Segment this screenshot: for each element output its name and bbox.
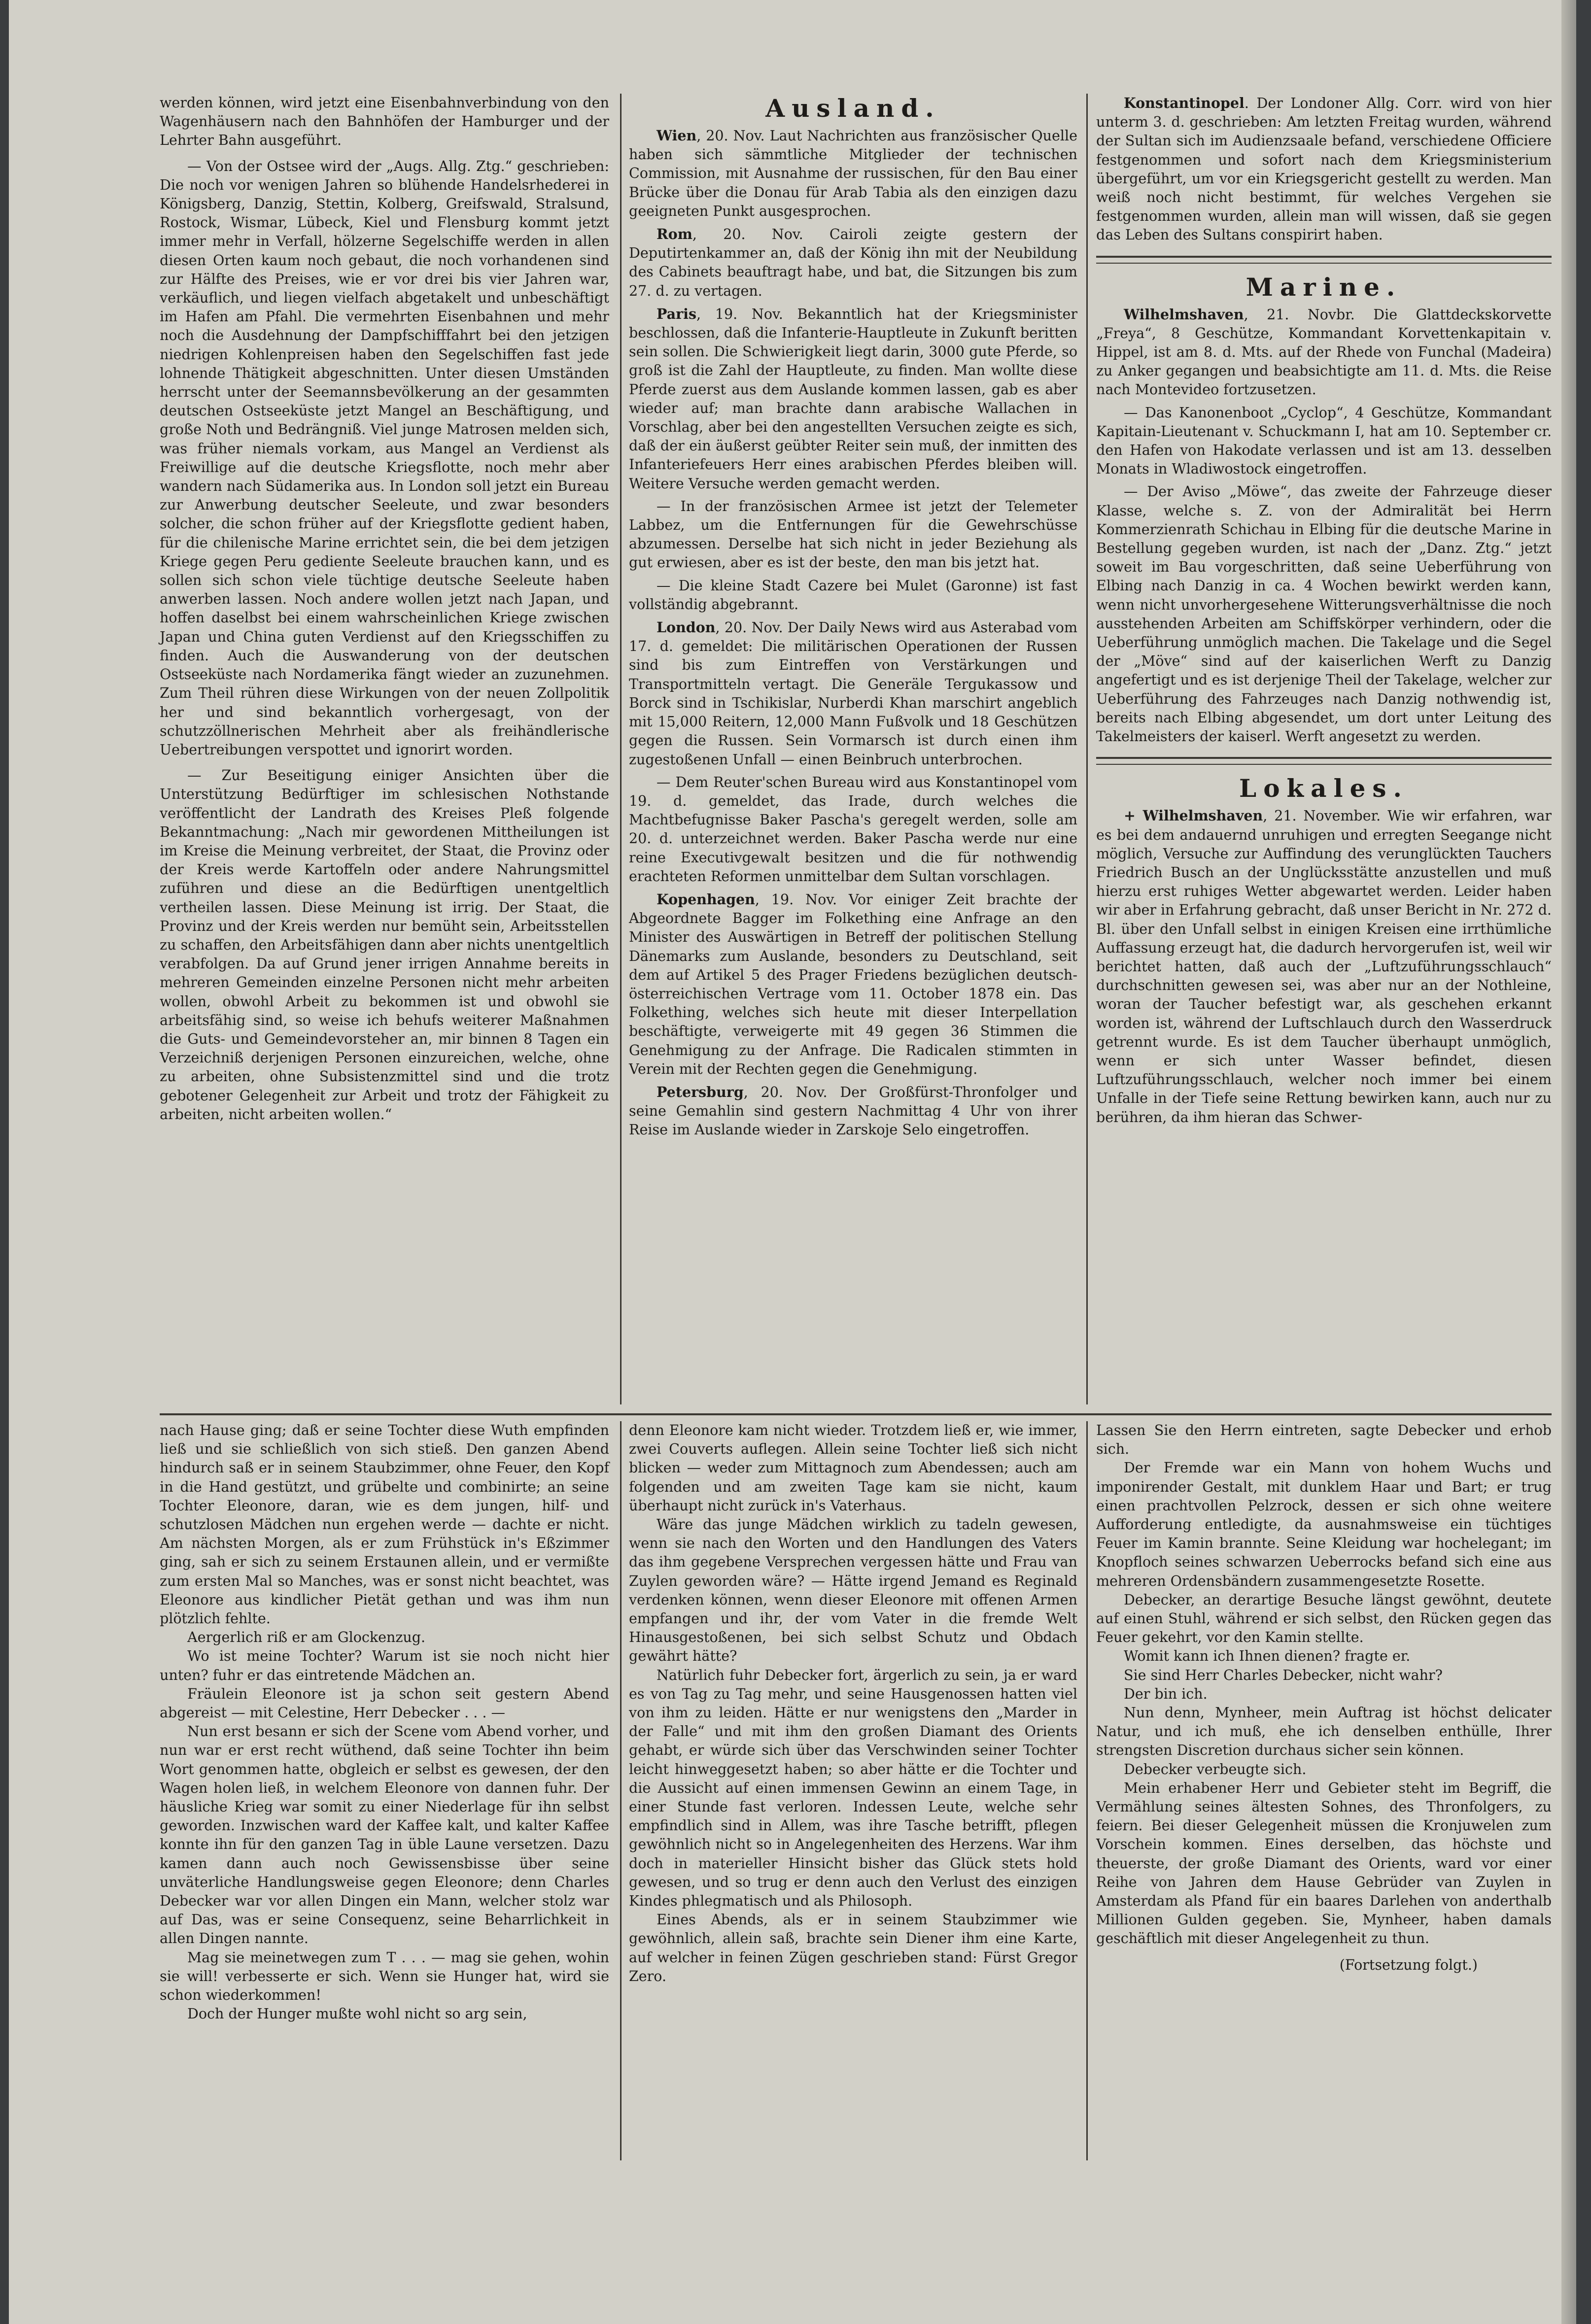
story-paragraph: Nun erst besann er sich der Scene vom Abend vorher, und nun war er erst recht wüthend, daß seine Tochter ihn beim Wort genommen hatte, obgleich er selbst es gewesen, der den Wagen holen ließ, in welchem Eleonore von dannen fuhr. Der häusliche Krieg war somit zu einer Niederlage für ihn selbst geworden. Inzwischen ward der Kaffee kalt, und kalter Kaffee konnte ihn für den ganzen Tag in üble Laune versetzen. Dazu kamen dann auch noch Gewissensbisse über seine unväterliche Handlungsweise gegen Eleonore; denn Charles Debecker war vor allen Dingen ein Mann, welcher stolz war auf Das, was er seine Consequenz, seine Beharrlichkeit in allen Dingen nannte. [160,1723,609,1947]
story-paragraph: nach Hause ging; daß er seine Tochter diese Wuth empfinden ließ und sie schließlich von sich stieß. Den ganzen Abend hindurch saß er in seinem Staubzimmer, ohne Feuer, den Kopf in die Hand gestützt, und grübelte und combinirte; an seine Tochter Eleonore, daran, wie es dem jungen, hilf- und schutzlosen Mädchen nun ergehen werde — dachte er nicht. Am nächsten Morgen, als er zum Frühstück in's Eßzimmer ging, sah er sich zu seinem Erstaunen allein, und er vermißte zum ersten Mal so Manches, was er sonst nicht beachtet, was Eleonore aus kindlicher Pietät gethan und was ihm nun plötzlich fehlte. [160,1422,609,1627]
marine-items [1096,305,1552,747]
feuilleton-column-1 [160,1421,609,2024]
left-column [160,94,609,1124]
news-item [1096,305,1552,400]
column-rule [1086,1421,1088,2160]
story-paragraph: Der Fremde war ein Mann von hohem Wuchs und imponirender Gestalt, mit dunklem Haar und Bart; er trug einen prachtvollen Pelzrock, dessen er sich ohne weitere Aufforderung entledigte, da ausnahmsweise ein tüchtiges Feuer im Kamin brannte. Seine Kleidung war hochelegant; im Knopfloch seines schwarzen Ueberrocks befand sich eine aus mehreren Ordensbändern zusammengesetzte Rosette. [1096,1460,1552,1589]
story-paragraph: Lassen Sie den Herrn eintreten, sagte Debecker und erhob sich. [1096,1422,1552,1458]
article-paragraph: — Von der Ostsee wird der „Augs. Allg. Ztg.“ geschrieben: Die noch vor wenigen Jahren so blühende Handelsrhederei in Königsberg, Danzig, Stettin, Kolberg, Greifswald, Stralsund, Rostock, Wismar, Lübeck, Kiel und Flensburg kommt jetzt immer mehr in Verfall, hölzerne Segelschiffe werden in allen diesen Orten kaum noch gebaut, die noch vorhandenen sind zur Hälfte des Preises, wie er vor drei bis vier Jahren war, verkäuflich, und liegen vielfach abgetakelt und unbeschäftigt im Hafen am Pfahl. Die vermehrten Eisenbahnen und mehr noch die Ausdehnung der Dampfschifffahrt bei den jetzigen niedrigen Kohlenpreisen haben den Segelschiffen fast jede lohnende Thätigkeit abgeschnitten. Unter diesen Umständen herrscht unter der Seemannsbevölkerung an der gesammten deutschen Ostseeküste jetzt Mangel an Beschäftigung, und große Noth und Bedrängniß. Viel junge Matrosen melden sich, was früher niemals vorkam, aus Mangel an Verdienst als Freiwillige auf die deutsche Kriegsflotte, noch mehr aber wandern nach Südamerika aus. In London soll jetzt ein Bureau zur Anwerbung deutscher Seeleute, und zwar besonders solcher, die schon früher auf der Kriegsflotte gedient haben, für die chilenische Marine errichtet sein, die bei dem jetzigen Kriege gegen Peru gediente Seeleute brauchen kann, und es sollen sich schon viele tüchtige deutsche Seeleute haben anwerben lassen. Noch andere wollen jetzt nach Japan, und hoffen daselbst bei einem wahrscheinlichen Kriege zwischen Japan und China guten Verdienst auf den Kriegsschiffen zu finden. Auch die Auswanderung von der deutschen Ostseeküste nach Nordamerika fängt wieder an zuzunehmen. Zum Theil rühren diese Wirkungen von der neuen Zollpolitik her und sind bekanntlich vorhergesagt, von der schutzzöllnerischen Mehrheit aber als freihändlerische Uebertreibungen verspottet und ignorirt worden. [160,158,609,758]
story-paragraph: Aergerlich riß er am Glockenzug. [187,1629,426,1646]
page-edge [1561,0,1576,2324]
news-item [629,1083,1077,1140]
article-paragraph: werden können, wird jetzt eine Eisenbahnverbindung von den Wagenhäusern nach den Bahnhöfen der Hamburger und der Lehrter Bahn ausgeführt. [160,95,609,149]
story-paragraph: Womit kann ich Ihnen dienen? fragte er. [1124,1648,1411,1665]
column-rule [620,94,622,1404]
feuilleton-divider [160,1413,1552,1415]
news-item [629,497,1077,573]
news-item [1096,404,1552,479]
dateline: Kopenhagen [657,890,755,908]
ausland-items [629,126,1077,1140]
newspaper-page [9,0,1576,2324]
news-item [629,618,1077,769]
news-text: , 19. Nov. Bekanntlich hat der Kriegsminister beschlossen, daß die Infanterie-Hauptleute in Zukunft beritten sein sollen. Die Schwierigkeit liegt darin, 3000 gute Pferde, so groß ist die Zahl der Hauptleute, zu finden. Man wollte diese Pferde zuerst aus dem Auslande kommen lassen, gab es aber wieder auf; man brachte dann arabische Wallachen in Vorschlag, aber bei den angestellten Versuchen zeigte es sich, daß der ein äußerst geübter Reiter sein muß, der inmitten des Infanteriefeuers Herr eines arabischen Pferdes bleiben will. Weitere Versuche werden gemacht werden. [629,306,1077,492]
dateline: + Wilhelmshaven [1124,807,1263,824]
news-item-lokales [1096,806,1552,1127]
section-heading-ausland: Ausland. [765,94,941,123]
news-text: — In der französischen Armee ist jetzt der Telemeter Labbez, um die Entfernungen für die Gewehrschüsse abzumessen. Derselbe hat sich nicht in jeder Beziehung als gut erwiesen, aber es ist der beste, den man bis jetzt hat. [629,498,1077,571]
news-item [629,225,1077,301]
section-heading-marine: Marine. [1245,272,1402,302]
news-text: , 20. Nov. Laut Nachrichten aus französischer Quelle haben sich sämmtliche Mitglieder der technischen Commission, mit Ausnahme der russischen, für den Bau einer Brücke über die Donau für Arab Tabia als den einzigen dazu geeigneten Punkt ausgesprochen. [629,128,1077,219]
news-text: , 20. Nov. Der Großfürst-Thronfolger und seine Gemahlin sind gestern Nachmittag 4 Uhr von ihrer Reise im Auslande wieder in Zarskoje Selo eingetroffen. [629,1084,1077,1138]
dateline: Paris [657,305,697,322]
story-paragraph: denn Eleonore kam nicht wieder. Trotzdem ließ er, wie immer, zwei Couverts auflegen. Allein seine Tochter ließ sich nicht blicken — weder zum Mittagnoch zum Abendessen; auch am folgenden und am zweiten Tage kam sie nicht, kaum überhaupt nicht zurück in's Vaterhaus. [629,1422,1077,1514]
story-paragraph: Wo ist meine Tochter? Warum ist sie noch nicht hier unten? fuhr er das eintretende Mädchen an. [160,1648,609,1683]
story-paragraph: Natürlich fuhr Debecker fort, ärgerlich zu sein, ja er ward es von Tag zu Tag mehr, und seine Hausgenossen hatten viel von ihm zu leiden. Hätte er nur wenigstens den „Marder in der Falle“ und mit ihm den großen Diamant des Orients gehabt, er würde sich über das Verschwinden seiner Tochter leicht hinweggesetzt haben; so aber hätte er die Tochter und die Aussicht auf einen immensen Gewinn an einem Tage, in einer Stunde fast verloren. Indessen Leute, welche sehr empfindlich sind in Allem, was ihre Tasche betrifft, pflegen gewöhnlich nicht so in Angelegenheiten des Herzens. War ihm doch in materieller Hinsicht bisher das Glück stets hold gewesen, und so trug er denn auch den Verlust des einzigen Kindes phlegmatisch und als Philosoph. [629,1667,1077,1910]
story-paragraph: Doch der Hunger mußte wohl nicht so arg sein, [187,2006,527,2022]
news-text: — Das Kanonenboot „Cyclop“, 4 Geschütze, Kommandant Kapitain-Lieutenant v. Schuckmann I, hat am 10. September cr. den Hafen von Hakodate verlassen und ist am 13. desselben Monats in Wladiwostock eingetroffen. [1096,404,1552,478]
feuilleton-column-3 [1096,1421,1552,1975]
news-item [629,305,1077,493]
news-text: , 20. Nov. Der Daily News wird aus Asterabad vom 17. d. gemeldet: Die militärischen Operationen der Russen sind bis zum Eintreffen von Verstärkungen und Transportmitteln vertagt. Die Generäle Tergukassow und Borck sind in Tschikislar, Nurberdi Khan marschirt angeblich mit 15,000 Reitern, 12,000 Mann Fußvolk und 18 Geschützen gegen die Russen. Sein Vormarsch ist durch einen ihm zugestoßenen Unfall — einen Beinbruch unterbrochen. [629,619,1077,768]
story-paragraph: Eines Abends, als er in seinem Staubzimmer wie gewöhnlich, allein saß, brachte sein Diener ihm eine Karte, auf welcher in feinen Zügen geschrieben stand: Fürst Gregor Zero. [629,1912,1077,1984]
story-paragraph: Fräulein Eleonore ist ja schon seit gestern Abend abgereist — mit Celestine, Herr Debecker . . . — [160,1685,609,1721]
section-divider [1096,256,1552,264]
dateline: Rom [657,226,692,243]
news-item [629,773,1077,886]
news-text: , 20. Nov. Cairoli zeigte gestern der Deputirtenkammer an, daß der König ihn mit der Neubildung des Cabinets beauftragt habe, und bat, die Sitzungen bis zum 27. d. zu vertagen. [629,226,1077,299]
feuilleton-column-2 [629,1421,1077,1986]
news-item-konstantinopel [1096,94,1552,245]
continuation-note: (Fortsetzung folgt.) [1339,1956,1478,1973]
dateline: Wien [657,127,697,144]
section-divider [1096,757,1552,765]
story-paragraph: Debecker verbeugte sich. [1124,1761,1307,1777]
dateline: Konstantinopel [1124,95,1245,111]
news-text: — Die kleine Stadt Cazere bei Mulet (Garonne) ist fast vollständig abgebrannt. [629,577,1077,613]
right-column [1096,94,1552,1127]
column-rule [620,1421,622,2160]
news-text: , 21. November. Wie wir erfahren, war es bei dem andauernd unruhigen und erregten Seegange nicht möglich, Versuche zur Auffindung des verunglückten Tauchers Friedrich Busch an der Unglücksstätte anzustellen und muß hierzu erst ruhiges Wetter abgewartet werden. Leider haben wir aber in Erfahrung gebracht, daß unser Bericht in Nr. 272 d. Bl. über den Unfall selbst in einigen Kreisen eine irrthümliche Auffassung erzeugt hat, die dadurch hervorgerufen ist, weil wir berichtet hatten, daß auch der „Luftzuführungsschlauch“ durchschnitten gewesen sei, was aber nur an der Nothleine, woran der Taucher befestigt war, als geschehen erkannt worden ist, während der Luftschlauch durch den Wasserdruck getrennt wurde. Es ist dem Taucher überhaupt unmöglich, wenn er sich unter Wasser befindet, diesen Luftzuführungsschlauch, welcher noch immer bei einem Unfalle in der Tiefe seine Rettung bewirken kann, auch nur zu berühren, da ihm hieran das Schwer- [1096,808,1552,1126]
dateline: London [657,619,716,636]
story-paragraph: Wäre das junge Mädchen wirklich zu tadeln gewesen, wenn sie nach den Worten und den Handlungen des Vaters das ihm gegebene Versprechen vergessen hätte und Frau van Zuylen geworden wäre? — Hätte irgend Jemand es Reginald verdenken können, wenn dieser Eleonore mit offenen Armen empfangen und ihr, der vom Vater in die fremde Welt Hinausgestoßenen, bei sich selbst Schutz und Obdach gewährt hätte? [629,1516,1077,1665]
news-item [629,126,1077,221]
story-paragraph: Der bin ich. [1124,1685,1208,1702]
news-text: — Dem Reuter'schen Bureau wird aus Konstantinopel vom 19. d. gemeldet, das Irade, durch welches die Machtbefugnisse Baker Pascha's geregelt werden, solle am 20. d. unterzeichnet werden. Baker Pascha werde nur eine reine Executivgewalt besitzen und die für nothwendig erachteten Reformen unmittelbar dem Sultan vorschlagen. [629,774,1077,885]
news-text: , 21. Novbr. Die Glattdeckskorvette „Freya“, 8 Geschütze, Kommandant Korvettenkapitain v. Hippel, ist am 8. d. Mts. auf der Rhede von Funchal (Madeira) zu Anker gegangen und beabsichtigte am 11. d. Mts. die Reise nach Montevideo fortzusetzen. [1096,306,1552,398]
article-paragraph: — Zur Beseitigung einiger Ansichten über die Unterstützung Bedürftiger im schlesischen Nothstande veröffentlicht der Landrath des Kreises Pleß folgende Bekanntmachung: „Nach mir gewordenen Mittheilungen ist im Kreise die Meinung verbreitet, der Staat, die Provinz oder der Kreis werde Kartoffeln oder andere Nahrungsmittel zuführen und diese an die Bedürftigen unentgeltlich vertheilen lassen. Diese Meinung ist irrig. Der Staat, die Provinz und der Kreis werden nur bemüht sein, Arbeitsstellen zu schaffen, den Arbeitsfähigen dann aber nichts unentgeltlich verabfolgen. Da auf Grund jener irrigen Annahme bereits in mehreren Gemeinden einzelne Personen nicht mehr arbeiten wollen, obwohl Arbeit zu bekommen ist und obwohl sie arbeitsfähig sind, so weise ich behufs weiterer Maßnahmen die Guts- und Gemeindevorsteher an, mir binnen 8 Tagen ein Verzeichniß derjenigen Personen einzureichen, welche, ohne zu arbeiten, ohne Subsistenzmittel sind und die trotz gebotener Gelegenheit zur Arbeit und trotz der Fähigkeit zu arbeiten, nicht arbeiten wollen.“ [160,767,609,1123]
dateline: Wilhelmshaven [1124,306,1244,323]
story-paragraph: Mein erhabener Herr und Gebieter steht im Begriff, die Vermählung seines ältesten Sohnes, des Thronfolgers, zu feiern. Bei dieser Gelegenheit müssen die Kronjuwelen zum Vorschein kommen. Eines derselben, das höchste und theuerste, der große Diamant des Orients, ward vor einer Reihe von Jahren dem Hause Gebrüder van Zuylen in Amsterdam als Pfand für ein baares Darlehen von anderthalb Millionen Gulden gegeben. Sie, Mynheer, haben damals geschäftlich mit dieser Angelegenheit zu thun. [1096,1779,1552,1947]
section-heading-lokales: Lokales. [1239,774,1409,803]
ausland-section [629,91,1077,1140]
dateline: Petersburg [657,1083,744,1100]
news-text: . Der Londoner Allg. Corr. wird von hier unterm 3. d. geschrieben: Am letzten Freitag wurden, während der Sultan sich im Audienzsaale befand, verschiedene Officiere festgenommen und sofort nach dem Kriegsministerium übergeführt, um vor ein Kriegsgericht gestellt zu werden. Man weiß noch nicht bestimmt, für welches Vergehen sie festgenommen wurden, allein man will wissen, daß sie gegen das Leben des Sultans conspirirt haben. [1096,95,1552,243]
story-paragraph: Nun denn, Mynheer, mein Auftrag ist höchst delicater Natur, und ich muß, ehe ich denselben enthülle, Ihrer strengsten Discretion durchaus sicher sein können. [1096,1705,1552,1759]
news-text: — Der Aviso „Möwe“, das zweite der Fahrzeuge dieser Klasse, welche s. Z. von der Admiralität bei Herrn Kommerzienrath Schichau in Elbing für die deutsche Marine in Bestellung gegeben wurden, ist nach der „Danz. Ztg.“ jetzt soweit im Bau vorgeschritten, daß seine Ueberführung von Elbing nach Danzig in ca. 4 Wochen bewirkt werden kann, wenn nicht unvorhergesehene Witterungsverhältnisse die noch ausstehenden Arbeiten am Schiffskörper verhindern, oder die Ueberführung unmöglich machen. Die Takelage und die Segel der „Möve“ sind auf der kaiserlichen Werft zu Danzig angefertigt und es ist derjenige Theil der Takelage, welcher zur Ueberführung des Fahrzeuges nach Danzig nothwendig ist, bereits nach Elbing abgesendet, um dort unter Leitung des Takelmeisters der kaiserl. Werft angesetzt zu werden. [1096,483,1552,745]
column-rule [1086,94,1088,1404]
story-paragraph: Sie sind Herr Charles Debecker, nicht wahr? [1124,1667,1443,1683]
news-item [629,577,1077,614]
story-paragraph: Debecker, an derartige Besuche längst gewöhnt, deutete auf einen Stuhl, während er sich selbst, den Rücken gegen das Feuer gekehrt, vor den Kamin stellte. [1096,1591,1552,1646]
news-item [629,890,1077,1079]
news-item [1096,482,1552,746]
news-text: , 19. Nov. Vor einiger Zeit brachte der Abgeordnete Bagger im Folkething eine Anfrage an den Minister des Auswärtigen in Betreff der politischen Stellung Dänemarks zum Auslande, besonders zu Deutschland, seit dem auf Artikel 5 des Prager Friedens bezüglichen deutsch-österreichischen Vertrage vom 11. October 1878 ein. Das Folkething, welches sich heute mit dieser Interpellation beschäftigte, verweigerte mit 49 gegen 36 Stimmen die Genehmigung zu der Anfrage. Die Radicalen stimmten in Verein mit der Rechten gegen die Genehmigung. [629,891,1077,1077]
story-paragraph: Mag sie meinetwegen zum T . . . — mag sie gehen, wohin sie will! verbesserte er sich. Wenn sie Hunger hat, wird sie schon wiederkommen! [160,1949,609,2004]
